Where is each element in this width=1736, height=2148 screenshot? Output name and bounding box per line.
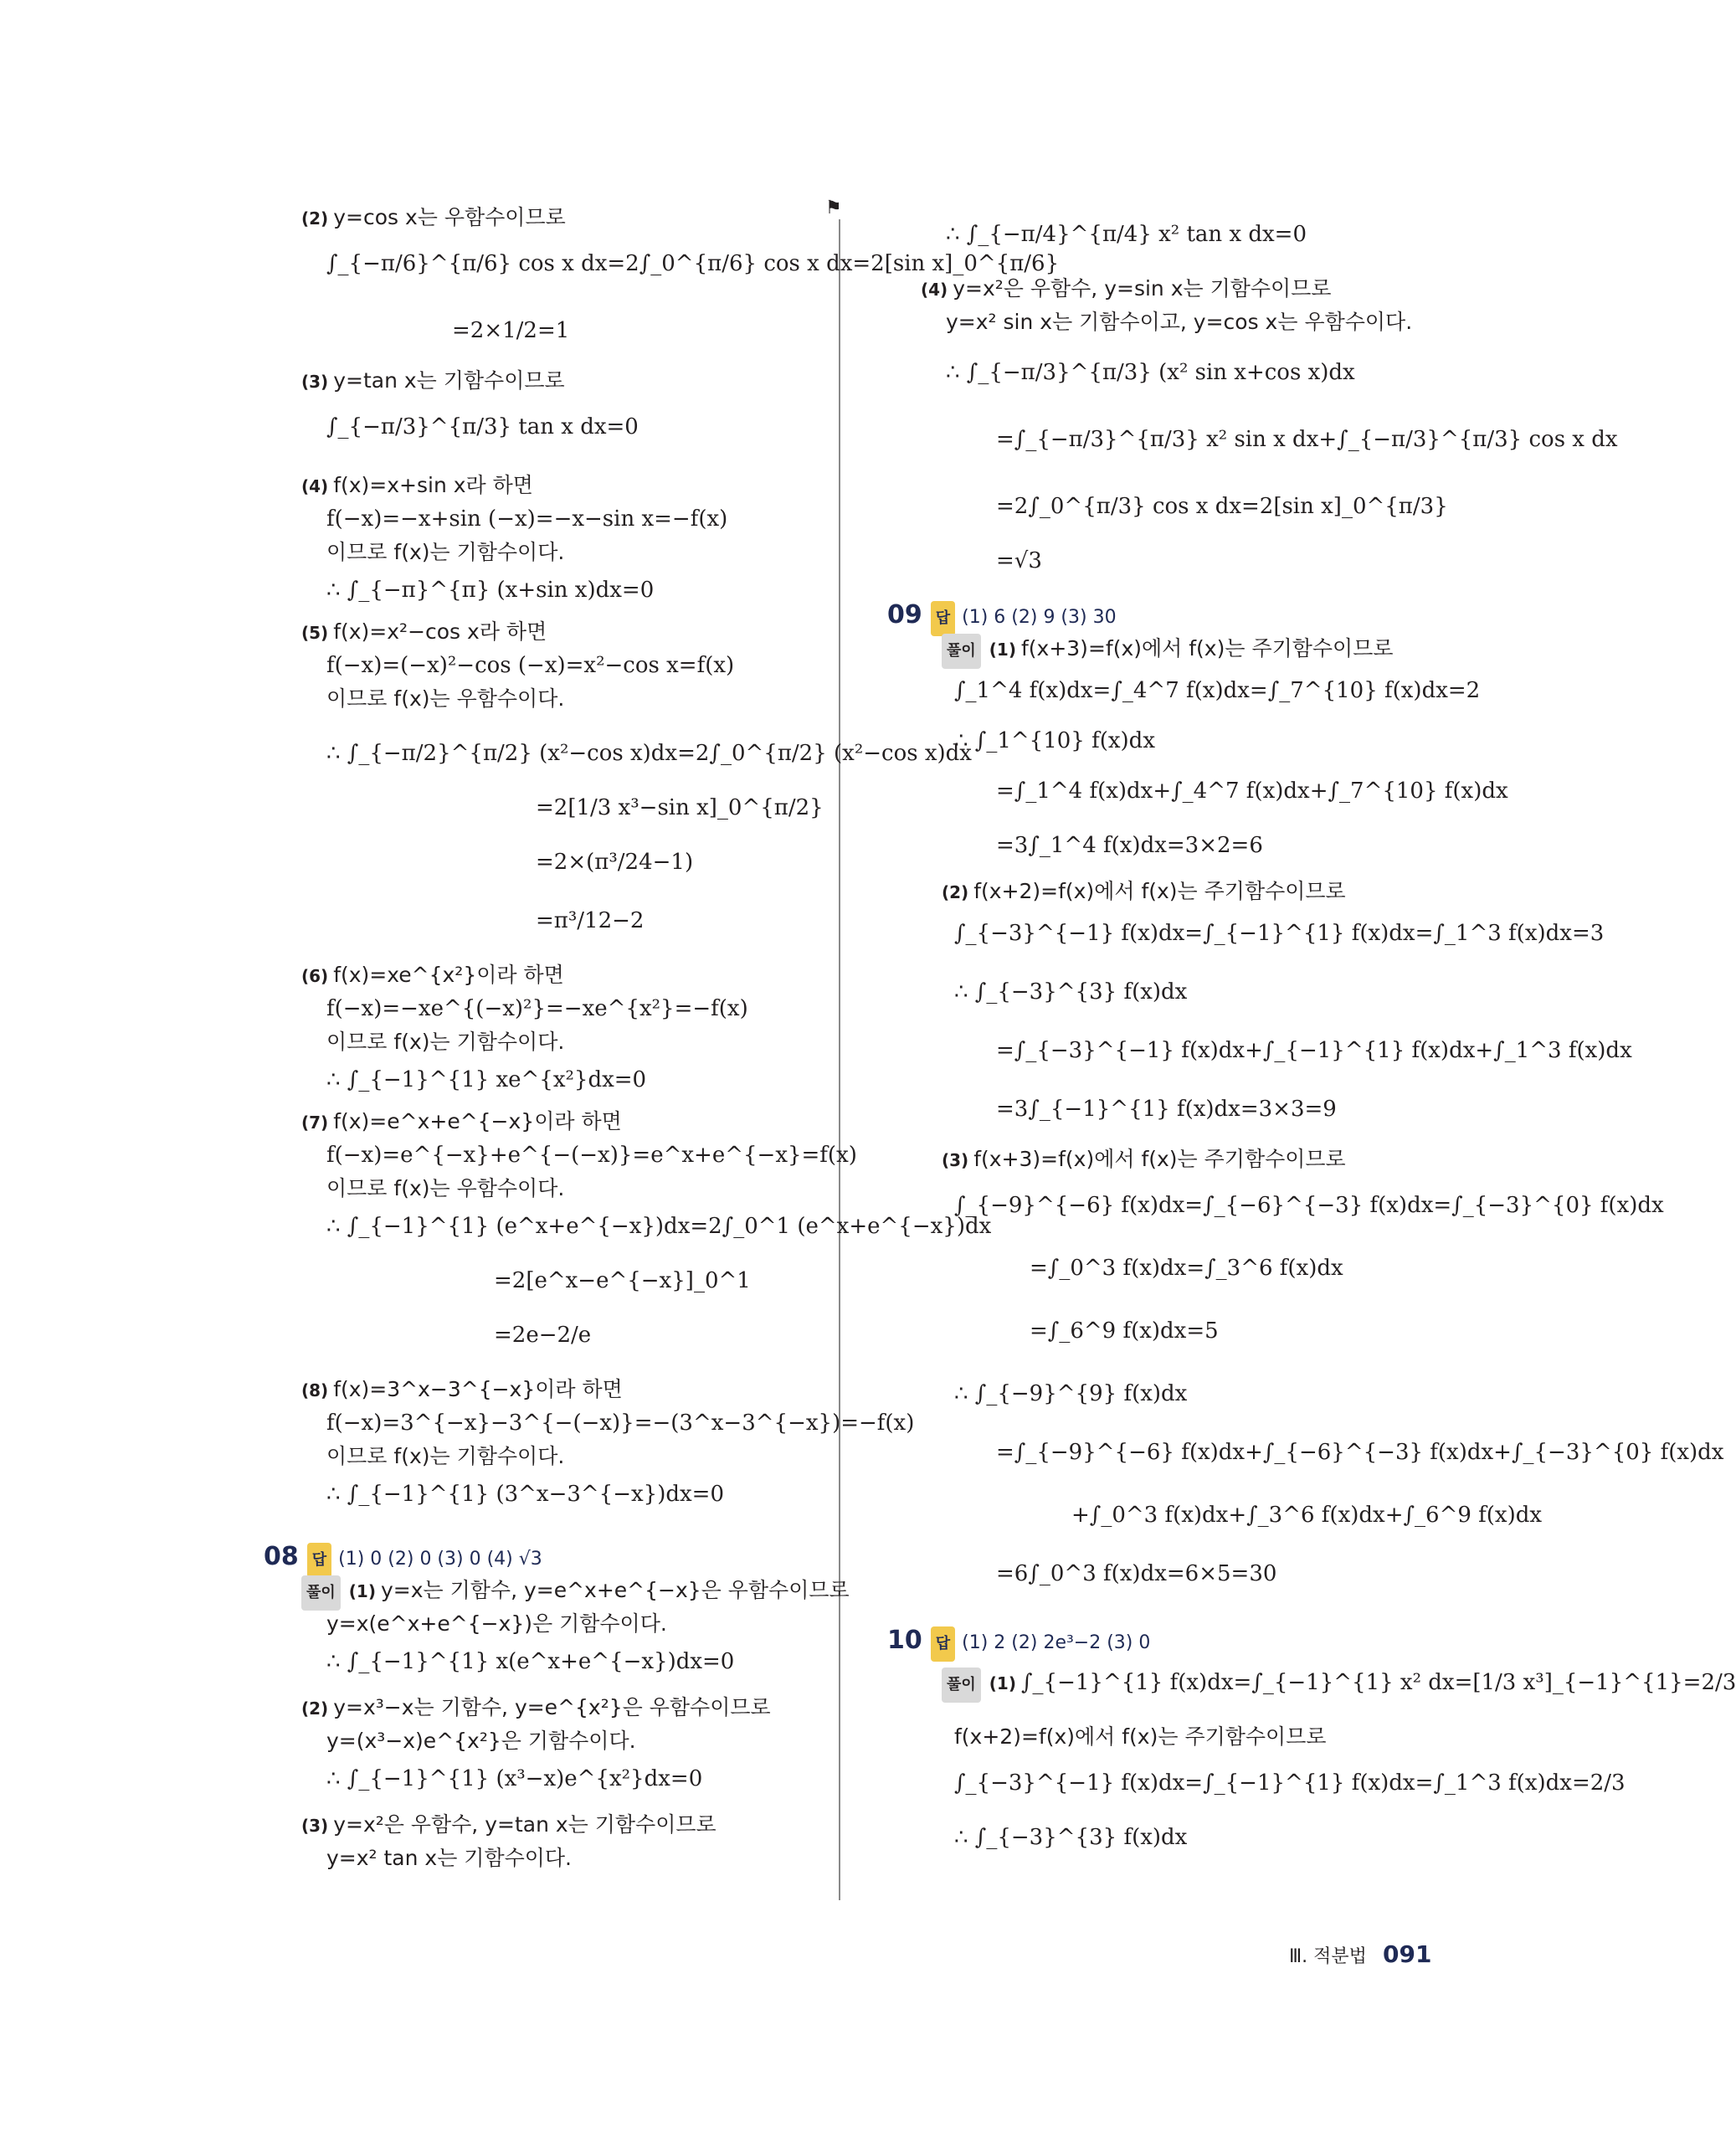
math-expression: =2[e^x−e^{−x}]_0^1	[494, 1268, 751, 1293]
solution-line	[326, 1406, 914, 1440]
solution-badge: 풀이	[301, 1575, 341, 1611]
solution-line	[954, 674, 1480, 707]
math-expression: =√3	[996, 548, 1042, 573]
math-expression: y=x² sin x는 기함수이고, y=cos x는 우함수이다.	[946, 310, 1413, 334]
part-label: (8)	[301, 1380, 329, 1400]
solution-line	[326, 1645, 734, 1678]
solution-line	[301, 958, 564, 993]
solution-line	[326, 410, 639, 444]
solution-line	[326, 573, 654, 607]
math-expression: y=x² tan x는 기함수이다.	[326, 1846, 573, 1870]
solution-line	[996, 1092, 1337, 1126]
chapter-label: Ⅲ. 적분법	[1289, 1946, 1367, 1967]
part-label: (3)	[301, 372, 329, 392]
solution-line	[326, 502, 727, 536]
part-label: (1)	[348, 1581, 376, 1601]
solution-line	[996, 490, 1448, 523]
answer-badge: 답	[307, 1543, 331, 1578]
math-expression: =π³/12−2	[536, 908, 645, 933]
math-expression: ∫_{−π/6}^{π/6} cos x dx=2∫_0^{π/6} cos x dx=2[sin x]_0^{π/6}	[326, 251, 1060, 276]
math-expression: f(−x)=−x+sin (−x)=−x−sin x=−f(x)	[326, 506, 728, 532]
math-expression: f(x)=x+sin x라 하면	[333, 473, 533, 497]
math-expression: ∫_{−9}^{−6} f(x)dx=∫_{−6}^{−3} f(x)dx=∫_{−3}^{0} f(x)dx	[954, 1193, 1664, 1218]
solution-line	[996, 423, 1618, 456]
part-label: (2)	[301, 208, 329, 229]
solution-line	[954, 1821, 1187, 1854]
math-expression: ∴ ∫_{−3}^{3} f(x)dx	[954, 979, 1188, 1005]
solution-line	[1030, 1314, 1219, 1348]
solution-line	[946, 306, 1412, 339]
math-expression: =∫_{−π/3}^{π/3} x² sin x dx+∫_{−π/3}^{π/3} cos x dx	[996, 427, 1618, 452]
solution-line	[301, 469, 533, 503]
math-expression: y=x는 기함수, y=e^x+e^{−x}은 우함수이므로	[380, 1578, 850, 1602]
solution-line	[301, 1105, 622, 1139]
page-footer	[1289, 1940, 1431, 1968]
answer-badge: 답	[931, 601, 955, 636]
math-expression: ∫_{−π/3}^{π/3} tan x dx=0	[326, 414, 639, 439]
part-label: (7)	[301, 1113, 329, 1133]
solution-line	[326, 536, 564, 569]
math-expression: ∴ ∫_{−1}^{1} xe^{x²}dx=0	[326, 1067, 647, 1092]
solution-badge: 풀이	[942, 1668, 981, 1703]
math-expression: =∫_{−9}^{−6} f(x)dx+∫_{−6}^{−3} f(x)dx+∫_{−3}^{0} f(x)dx	[996, 1440, 1724, 1465]
solution-line	[996, 829, 1263, 862]
part-label: (3)	[942, 1150, 969, 1170]
solution-line	[1030, 1251, 1343, 1285]
solution-line	[326, 682, 564, 716]
math-expression: =6∫_0^3 f(x)dx=6×5=30	[996, 1561, 1277, 1586]
solution-line	[326, 1724, 636, 1758]
solution-line	[326, 1762, 702, 1796]
math-expression: =∫_{−3}^{−1} f(x)dx+∫_{−1}^{1} f(x)dx+∫_1^3 f(x)dx	[996, 1038, 1632, 1063]
solution-line	[326, 1138, 857, 1172]
question-number: 09	[887, 600, 922, 629]
math-expression: y=cos x는 우함수이므로	[333, 205, 566, 229]
math-expression: ∴ ∫_{−3}^{3} f(x)dx	[954, 1825, 1188, 1850]
solution-line	[946, 356, 1355, 389]
solution-line	[942, 632, 1394, 669]
math-expression: =2e−2/e	[494, 1323, 592, 1348]
math-expression: ∴ ∫_{−1}^{1} (3^x−3^{−x})dx=0	[326, 1482, 724, 1507]
math-expression: f(x+2)=f(x)에서 f(x)는 주기함수이므로	[973, 879, 1346, 903]
answer-badge: 답	[931, 1626, 955, 1662]
question-number: 10	[887, 1626, 922, 1655]
math-expression: ∴ ∫_{−1}^{1} x(e^x+e^{−x})dx=0	[326, 1649, 735, 1674]
question-header	[887, 599, 1117, 636]
part-label: (6)	[301, 966, 329, 986]
question-number: 08	[264, 1542, 299, 1571]
solution-badge: 풀이	[942, 634, 981, 669]
part-label: (4)	[921, 280, 948, 300]
answer-text: (1) 6 (2) 9 (3) 30	[962, 607, 1117, 628]
math-expression: f(x)=e^x+e^{−x}이라 하면	[333, 1109, 622, 1133]
solution-line	[494, 1318, 591, 1352]
math-expression: ∴ ∫_{−π/3}^{π/3} (x² sin x+cos x)dx	[946, 360, 1355, 385]
math-expression: ∴ ∫_{−9}^{9} f(x)dx	[954, 1381, 1188, 1406]
solution-line	[326, 1025, 564, 1059]
solution-line	[301, 364, 565, 398]
solution-line	[301, 201, 566, 235]
solution-line	[301, 615, 547, 650]
solution-line	[536, 791, 824, 825]
math-expression: 이므로 f(x)는 기함수이다.	[326, 1030, 565, 1054]
solution-line	[301, 1691, 771, 1725]
math-expression: ∫_1^4 f(x)dx=∫_4^7 f(x)dx=∫_7^{10} f(x)dx=2	[954, 678, 1481, 703]
solution-line	[942, 875, 1346, 909]
math-expression: y=tan x는 기함수이므로	[333, 368, 565, 393]
math-expression: =2[1/3 x³−sin x]_0^{π/2}	[536, 795, 824, 820]
math-expression: f(x)=x²−cos x라 하면	[333, 619, 547, 644]
solution-line	[954, 724, 1155, 758]
solution-line	[326, 1210, 991, 1243]
solution-line	[301, 1373, 623, 1407]
solution-line	[942, 1666, 1736, 1703]
math-expression: ∫_{−3}^{−1} f(x)dx=∫_{−1}^{1} f(x)dx=∫_1^3 f(x)dx=3	[954, 921, 1605, 946]
solution-line	[326, 1172, 564, 1205]
math-expression: ∴ ∫_{−π/2}^{π/2} (x²−cos x)dx=2∫_0^{π/2} (x²−cos x)dx	[326, 741, 972, 766]
solution-line	[921, 272, 1332, 306]
math-expression: f(x)=xe^{x²}이라 하면	[333, 963, 564, 987]
solution-line	[996, 1436, 1723, 1469]
flag-icon: ⚑	[825, 198, 842, 218]
math-expression: =2×1/2=1	[452, 318, 570, 343]
question-header	[264, 1540, 542, 1578]
math-expression: f(−x)=(−x)²−cos (−x)=x²−cos x=f(x)	[326, 653, 735, 678]
solution-line	[942, 1143, 1346, 1177]
math-expression: ∴ ∫_1^{10} f(x)dx	[954, 728, 1155, 753]
math-expression: =3∫_{−1}^{1} f(x)dx=3×3=9	[996, 1097, 1337, 1122]
math-expression: =2×(π³/24−1)	[536, 850, 694, 875]
math-expression: 이므로 f(x)는 기함수이다.	[326, 1444, 565, 1468]
solution-line	[996, 544, 1042, 578]
solution-line	[996, 1557, 1276, 1590]
math-expression: ∴ ∫_{−1}^{1} (e^x+e^{−x})dx=2∫_0^1 (e^x+e^{−x})dx	[326, 1214, 992, 1239]
part-label: (3)	[301, 1816, 329, 1836]
solution-line	[301, 1574, 850, 1611]
solution-line	[954, 917, 1604, 950]
math-expression: y=(x³−x)e^{x²}은 기함수이다.	[326, 1729, 636, 1753]
math-expression: ∴ ∫_{−π}^{π} (x+sin x)dx=0	[326, 578, 655, 603]
solution-line	[326, 1063, 646, 1097]
math-expression: ∴ ∫_{−1}^{1} (x³−x)e^{x²}dx=0	[326, 1766, 703, 1791]
math-expression: ∫_{−3}^{−1} f(x)dx=∫_{−1}^{1} f(x)dx=∫_1^3 f(x)dx=2/3	[954, 1770, 1626, 1796]
part-label: (1)	[989, 640, 1016, 660]
part-label: (2)	[301, 1698, 329, 1719]
part-label: (1)	[989, 1673, 1016, 1693]
math-expression: ∫_{−1}^{1} f(x)dx=∫_{−1}^{1} x² dx=[1/3 x³]_{−1}^{1}=2/3	[1020, 1670, 1736, 1695]
part-label: (5)	[301, 623, 329, 643]
math-expression: 이므로 f(x)는 우함수이다.	[326, 1176, 565, 1200]
math-expression: y=x²은 우함수, y=sin x는 기함수이므로	[953, 276, 1332, 301]
solution-line	[536, 904, 644, 938]
solution-line	[326, 1607, 667, 1641]
answer-text: (1) 2 (2) 2e³−2 (3) 0	[962, 1632, 1151, 1653]
solution-line	[946, 218, 1307, 251]
question-header	[887, 1624, 1150, 1662]
solution-line	[954, 1377, 1187, 1411]
solution-line	[494, 1264, 751, 1298]
solution-line	[301, 1808, 716, 1842]
math-expression: y=x²은 우함수, y=tan x는 기함수이므로	[333, 1812, 716, 1837]
solution-line	[326, 737, 972, 770]
math-expression: =∫_0^3 f(x)dx=∫_3^6 f(x)dx	[1030, 1256, 1343, 1281]
math-expression: y=x(e^x+e^{−x})은 기함수이다.	[326, 1611, 667, 1636]
solution-line	[326, 1842, 572, 1875]
solution-line	[996, 774, 1508, 808]
math-expression: f(x+3)=f(x)에서 f(x)는 주기함수이므로	[1020, 636, 1394, 660]
solution-line	[996, 1034, 1632, 1067]
solution-line	[1071, 1498, 1542, 1532]
math-expression: 이므로 f(x)는 우함수이다.	[326, 686, 565, 711]
solution-line	[954, 1189, 1664, 1222]
page-number: 091	[1383, 1940, 1432, 1968]
math-expression: =∫_1^4 f(x)dx+∫_4^7 f(x)dx+∫_7^{10} f(x)dx	[996, 779, 1508, 804]
solution-line	[954, 975, 1187, 1009]
math-expression: f(−x)=−xe^{(−x)²}=−xe^{x²}=−f(x)	[326, 996, 748, 1021]
math-expression: f(−x)=3^{−x}−3^{−(−x)}=−(3^x−3^{−x})=−f(x)	[326, 1411, 915, 1436]
solution-line	[536, 845, 693, 879]
solution-line	[326, 992, 748, 1025]
part-label: (2)	[942, 882, 969, 902]
solution-line	[954, 1766, 1626, 1800]
math-expression: y=x³−x는 기함수, y=e^{x²}은 우함수이므로	[333, 1695, 771, 1719]
solution-line	[326, 649, 734, 682]
math-expression: f(x+2)=f(x)에서 f(x)는 주기함수이므로	[954, 1724, 1327, 1749]
solution-line	[954, 1720, 1327, 1754]
part-label: (4)	[301, 476, 329, 496]
math-expression: =3∫_1^4 f(x)dx=3×2=6	[996, 833, 1263, 858]
math-expression: =2∫_0^{π/3} cos x dx=2[sin x]_0^{π/3}	[996, 494, 1448, 519]
math-expression: ∴ ∫_{−π/4}^{π/4} x² tan x dx=0	[946, 222, 1307, 247]
math-expression: 이므로 f(x)는 기함수이다.	[326, 540, 565, 564]
solution-line	[452, 314, 569, 347]
solution-line	[326, 1440, 564, 1473]
answer-text: (1) 0 (2) 0 (3) 0 (4) √3	[338, 1549, 542, 1570]
math-expression: +∫_0^3 f(x)dx+∫_3^6 f(x)dx+∫_6^9 f(x)dx	[1071, 1503, 1543, 1528]
math-expression: f(x+3)=f(x)에서 f(x)는 주기함수이므로	[973, 1147, 1346, 1171]
math-expression: f(x)=3^x−3^{−x}이라 하면	[333, 1377, 623, 1401]
math-expression: f(−x)=e^{−x}+e^{−(−x)}=e^x+e^{−x}=f(x)	[326, 1143, 857, 1168]
math-expression: =∫_6^9 f(x)dx=5	[1030, 1318, 1219, 1344]
column-divider	[839, 219, 840, 1900]
solution-line	[326, 1477, 724, 1511]
